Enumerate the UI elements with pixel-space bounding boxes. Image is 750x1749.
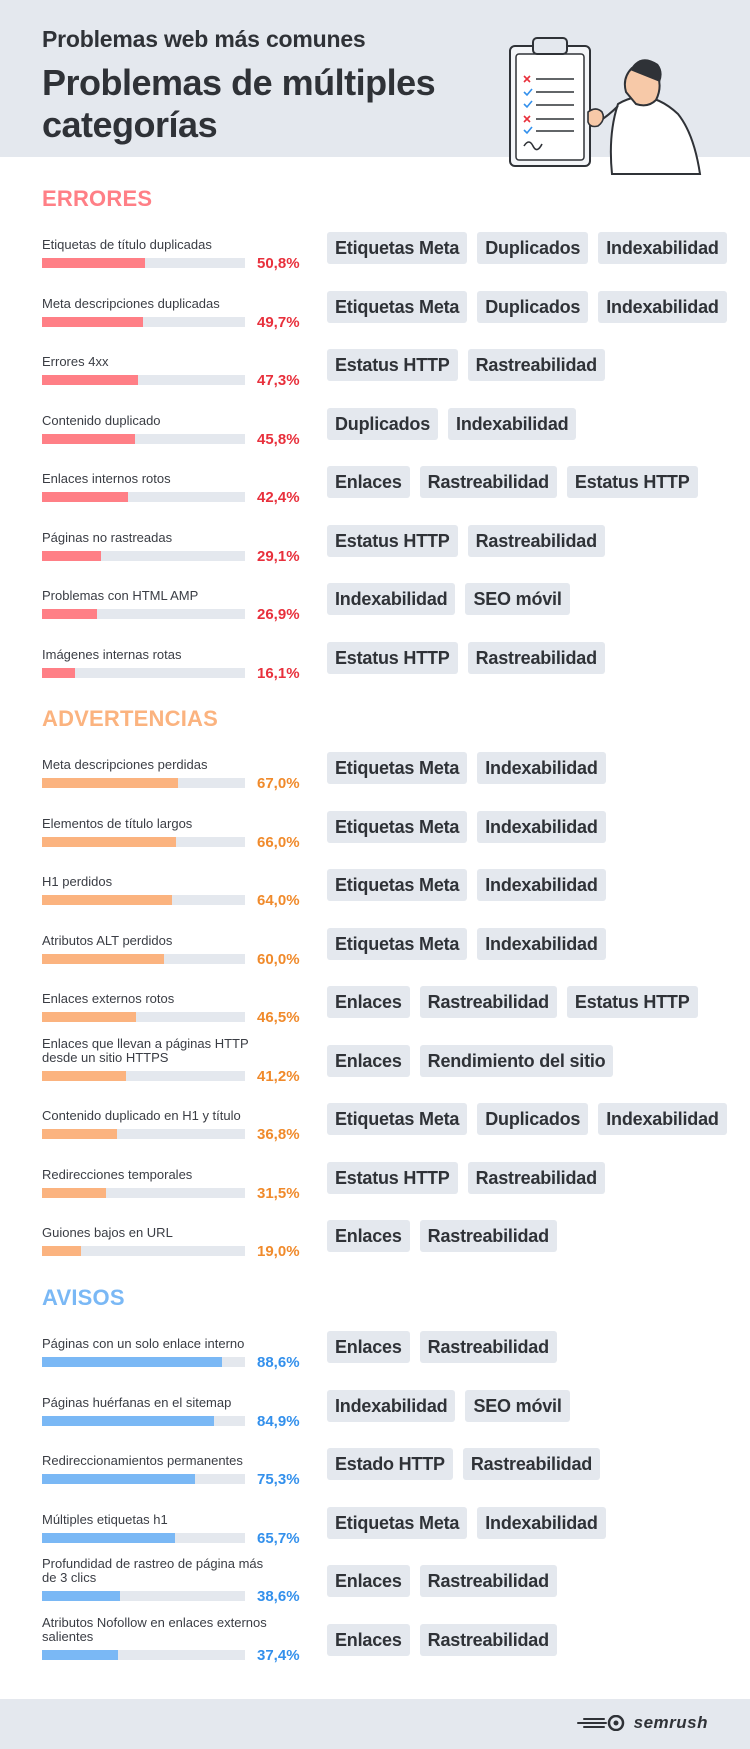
category-tags [327,1565,557,1597]
issue-label: Páginas no rastreadas [42,529,173,545]
category-tag: Estatus HTTP [327,1162,458,1194]
bar-fill [42,609,97,619]
category-tag: Indexabilidad [477,928,605,960]
bar-track [42,492,245,502]
issue-label: Enlaces externos rotos [42,991,175,1006]
bar-track [42,1129,245,1139]
page-kicker: Problemas web más comunes [42,26,366,52]
category-tag: Duplicados [477,291,588,323]
issue-row [0,1616,750,1674]
bar-fill [42,895,172,905]
category-tags [327,1448,600,1480]
category-tag: Rastreabilidad [468,1162,605,1194]
semrush-logo [576,1713,708,1733]
bar-track [42,1246,245,1256]
category-tag: Rastreabilidad [468,525,605,557]
section-title-advertencias: ADVERTENCIAS [42,706,218,731]
category-tag: Indexabilidad [477,869,605,901]
bar-track [42,1533,245,1543]
bar-fill [42,1474,195,1484]
category-tags [327,291,727,323]
bar-value-label: 41,2% [257,1067,300,1085]
issue-label: Atributos ALT perdidos [42,932,173,948]
bar-value-label: 42,4% [257,489,300,506]
category-tag: Rastreabilidad [420,986,557,1018]
category-tag: Enlaces [327,1220,410,1252]
issue-row [0,1037,750,1095]
bar-value-label: 65,7% [257,1529,300,1547]
bar-value-label: 75,3% [257,1471,300,1488]
category-tag: Estatus HTTP [327,642,458,674]
issue-row [0,458,750,516]
bar-value-label: 88,6% [257,1354,300,1371]
bar-value-label: 16,1% [257,664,300,682]
bar-fill [42,1416,214,1426]
category-tag: Estatus HTTP [567,466,698,498]
bar-track [42,375,245,385]
category-tag: Indexabilidad [598,232,726,264]
category-tag: Enlaces [327,1624,410,1656]
category-tag: Duplicados [327,408,438,440]
bar-fill [42,1591,120,1601]
category-tag: Etiquetas Meta [327,928,467,960]
category-tag: Duplicados [477,232,588,264]
bar-fill [42,317,143,327]
issue-label: Imágenes internas rotas [42,646,182,662]
category-tag: Indexabilidad [477,811,605,843]
bar-fill [42,1246,81,1256]
issue-label: Elementos de título largos [42,815,193,831]
page-title: Problemas de múltiples categorías [42,62,436,145]
issue-row [0,575,750,633]
issue-row [0,1557,750,1615]
issue-row [0,400,750,458]
issue-row [0,517,750,575]
category-tags [327,408,576,440]
issue-label: Contenido duplicado [42,412,161,428]
bar-fill [42,1533,175,1543]
issue-label: H1 perdidos [42,874,113,889]
bar-value-label: 84,9% [257,1412,300,1430]
bar-fill [42,1071,126,1081]
category-tag: Etiquetas Meta [327,1507,467,1539]
bar-track [42,1591,245,1601]
category-tags [327,1390,570,1422]
bar-track [42,609,245,619]
category-tags [327,1220,557,1252]
category-tags [327,928,606,960]
issue-row [0,1499,750,1557]
bar-fill [42,837,176,847]
category-tags [327,811,606,843]
issue-label: Enlaces que llevan a páginas HTTP desde un sitio HTTPS [42,1035,249,1065]
issue-label: Atributos Nofollow en enlaces externos salientes [42,1614,267,1644]
category-tags [327,752,606,784]
issue-label: Redireccionamientos permanentes [42,1453,243,1468]
category-tag: Rastreabilidad [463,1448,600,1480]
bar-value-label: 64,0% [257,892,300,909]
bar-track [42,778,245,788]
bar-value-label: 46,5% [257,1009,300,1026]
category-tag: Estado HTTP [327,1448,453,1480]
bar-track [42,1474,245,1484]
bar-track [42,668,245,678]
category-tag: Rastreabilidad [420,1220,557,1252]
bar-fill [42,954,164,964]
bar-fill [42,492,128,502]
bar-value-label: 45,8% [257,430,300,448]
category-tag: Indexabilidad [598,291,726,323]
category-tag: Enlaces [327,1565,410,1597]
bar-track [42,1012,245,1022]
header-band [0,0,750,157]
category-tag: Indexabilidad [327,583,455,615]
category-tag: SEO móvil [465,1390,569,1422]
bar-value-label: 67,0% [257,775,300,792]
category-tags [327,232,727,264]
issue-row [0,224,750,282]
bar-fill [42,1129,117,1139]
bar-value-label: 19,0% [257,1243,300,1260]
bar-fill [42,1650,118,1660]
category-tag: Rendimiento del sitio [420,1045,614,1077]
category-tags [327,349,605,381]
issue-label: Enlaces internos rotos [42,471,171,486]
category-tags [327,1045,613,1077]
category-tags [327,869,606,901]
bar-fill [42,778,178,788]
category-tag: Indexabilidad [327,1390,455,1422]
bar-track [42,434,245,444]
bar-track [42,1416,245,1426]
bar-track [42,258,245,268]
category-tags [327,986,698,1018]
semrush-wordmark: semrush [633,1713,708,1732]
bar-value-label: 60,0% [257,950,300,968]
category-tags [327,583,570,615]
issue-row [0,634,750,692]
category-tag: Indexabilidad [477,752,605,784]
issue-label: Guiones bajos en URL [42,1225,173,1240]
category-tag: Etiquetas Meta [327,291,467,323]
bar-fill [42,551,101,561]
bar-fill [42,1012,136,1022]
bar-track [42,1071,245,1081]
category-tag: Enlaces [327,1045,410,1077]
issue-label: Meta descripciones perdidas [42,757,208,772]
category-tag: Rastreabilidad [468,642,605,674]
bar-track [42,551,245,561]
semrush-flame-icon [576,1715,628,1731]
category-tag: Rastreabilidad [420,1565,557,1597]
bar-track [42,1650,245,1660]
issue-row [0,1212,750,1270]
category-tags [327,1331,557,1363]
bar-value-label: 37,4% [257,1646,300,1664]
clipboard-person-illustration [500,34,710,184]
category-tags [327,1507,606,1539]
bar-value-label: 26,9% [257,606,300,623]
bar-fill [42,375,138,385]
category-tag: Enlaces [327,466,410,498]
issue-row [0,283,750,341]
bar-value-label: 36,8% [257,1126,300,1143]
category-tags [327,1103,727,1135]
category-tag: Indexabilidad [448,408,576,440]
issue-row [0,920,750,978]
bar-fill [42,1188,106,1198]
bar-fill [42,1357,222,1367]
issue-row [0,978,750,1036]
issue-label: Páginas huérfanas en el sitemap [42,1394,232,1410]
issue-row [0,861,750,919]
category-tag: Enlaces [327,986,410,1018]
issue-row [0,803,750,861]
issue-row [0,341,750,399]
bar-track [42,1188,245,1198]
issue-label: Contenido duplicado en H1 y título [42,1108,241,1123]
bar-track [42,317,245,327]
issue-label: Páginas con un solo enlace interno [42,1336,245,1351]
category-tag: Rastreabilidad [420,466,557,498]
issue-label: Múltiples etiquetas h1 [42,1511,168,1527]
issue-label: Problemas con HTML AMP [42,588,199,603]
issue-label: Redirecciones temporales [42,1166,193,1182]
footer-band [0,1699,750,1749]
bar-value-label: 31,5% [257,1184,300,1202]
category-tags [327,642,605,674]
bar-fill [42,434,135,444]
category-tag: Rastreabilidad [468,349,605,381]
issue-row [0,1154,750,1212]
bar-fill [42,668,75,678]
category-tags [327,525,605,557]
bar-value-label: 50,8% [257,255,300,272]
category-tags [327,1624,557,1656]
category-tag: Etiquetas Meta [327,232,467,264]
bar-value-label: 38,6% [257,1588,300,1605]
issue-label: Etiquetas de título duplicadas [42,237,212,252]
bar-value-label: 47,3% [257,372,300,389]
issue-row [0,1095,750,1153]
bar-track [42,1357,245,1367]
category-tag: SEO móvil [465,583,569,615]
category-tag: Etiquetas Meta [327,752,467,784]
bar-value-label: 49,7% [257,313,300,331]
category-tag: Estatus HTTP [327,349,458,381]
category-tag: Etiquetas Meta [327,1103,467,1135]
category-tag: Rastreabilidad [420,1624,557,1656]
bar-value-label: 29,1% [257,547,300,565]
category-tag: Enlaces [327,1331,410,1363]
issue-label: Profundidad de rastreo de página más de 3 clics [42,1556,264,1585]
category-tag: Indexabilidad [477,1507,605,1539]
category-tag: Rastreabilidad [420,1331,557,1363]
bar-track [42,895,245,905]
section-title-errores: ERRORES [42,186,153,211]
issue-row [0,744,750,802]
category-tag: Etiquetas Meta [327,869,467,901]
category-tag: Etiquetas Meta [327,811,467,843]
issue-row [0,1323,750,1381]
bar-fill [42,258,145,268]
issue-label: Meta descripciones duplicadas [42,295,220,311]
issue-row [0,1440,750,1498]
category-tag: Duplicados [477,1103,588,1135]
category-tag: Estatus HTTP [327,525,458,557]
issue-label: Errores 4xx [42,354,109,369]
bar-track [42,954,245,964]
bar-track [42,837,245,847]
issue-row [0,1382,750,1440]
category-tags [327,466,698,498]
category-tag: Estatus HTTP [567,986,698,1018]
section-title-avisos: AVISOS [42,1285,125,1310]
category-tags [327,1162,605,1194]
category-tag: Indexabilidad [598,1103,726,1135]
bar-value-label: 66,0% [257,833,300,851]
